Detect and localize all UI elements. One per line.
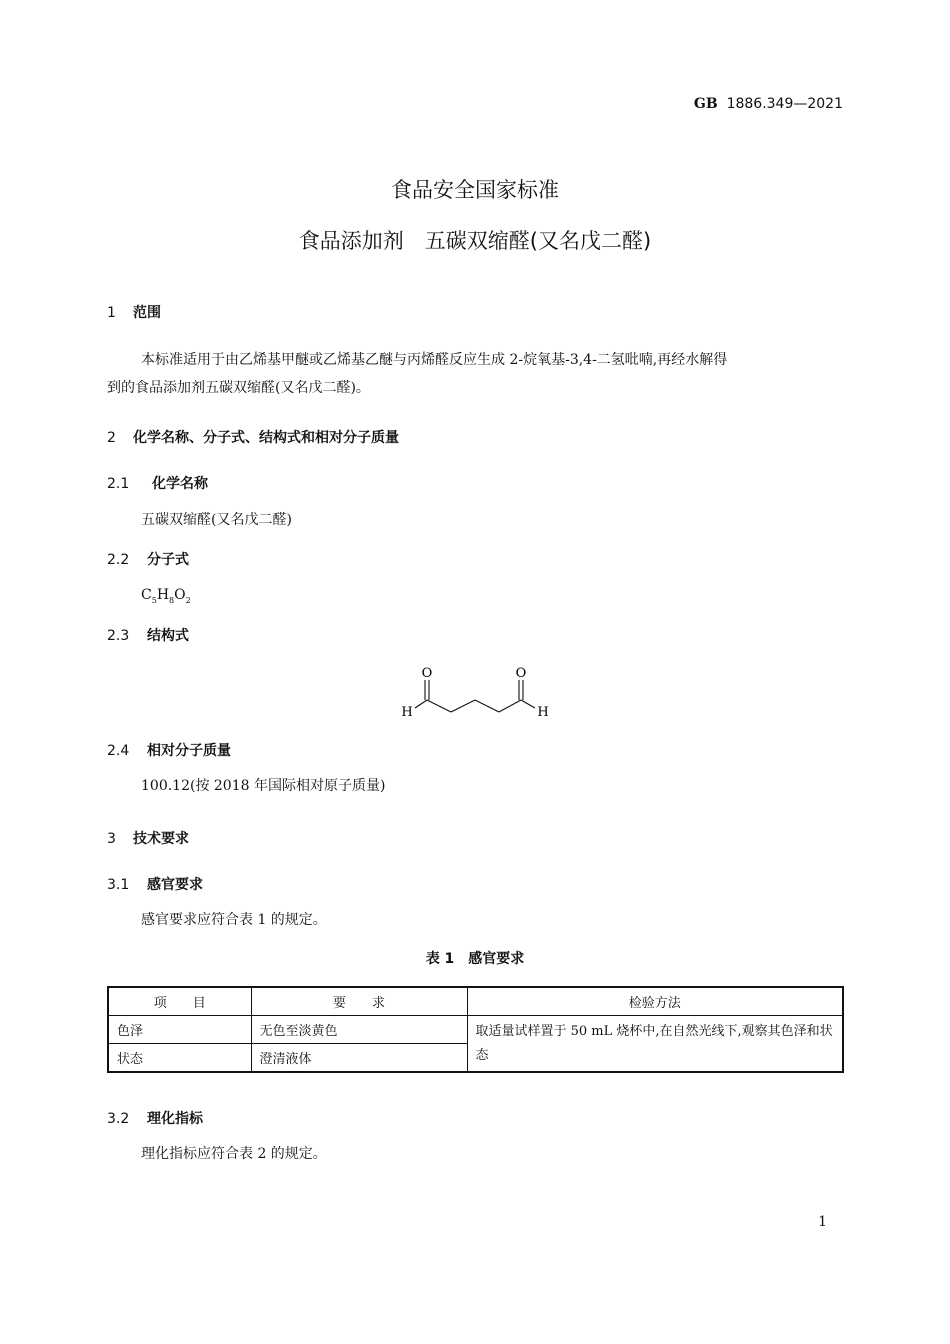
section-title: 技术要求: [133, 831, 189, 847]
document-title: 食品安全国家标准: [391, 178, 559, 202]
header-item: 项 目: [108, 987, 251, 1016]
cell-item: 色泽: [108, 1016, 251, 1044]
section-number: 3.1: [107, 877, 130, 893]
section-2-heading: [107, 427, 399, 447]
molecular-mass: 100.12(按 2018 年国际相对原子质量): [141, 778, 386, 794]
section-title: 结构式: [147, 628, 189, 644]
header-method: 检验方法: [467, 987, 843, 1016]
section-2-1-heading: [107, 473, 208, 493]
section-1-heading: [107, 302, 161, 322]
structural-formula: [395, 660, 565, 722]
table-row: [108, 1016, 843, 1044]
standard-number: 1886.349—2021: [726, 96, 843, 112]
section-title: 分子式: [147, 552, 189, 568]
section-number: 1: [107, 305, 116, 321]
section-number: 2: [107, 430, 116, 446]
section-2-2-heading: [107, 549, 189, 569]
table-1-caption: 表 1 感官要求: [425, 951, 525, 967]
physchem-text: 理化指标应符合表 2 的规定。: [141, 1146, 327, 1162]
molecular-formula: $C_5H_8O_2$: [141, 587, 191, 605]
section-number: 3: [107, 831, 116, 847]
paragraph-scope-line2: 到的食品添加剂五碳双缩醛(又名戊二醛)。: [107, 380, 370, 396]
cell-method: 取适量试样置于 50 mL 烧杯中,在自然光线下,观察其色泽和状态: [467, 1016, 843, 1073]
section-title: 化学名称: [152, 476, 208, 492]
section-number: 2.4: [107, 743, 130, 759]
section-3-heading: [107, 828, 189, 848]
standard-code: [694, 96, 843, 112]
cell-item: 状态: [108, 1044, 251, 1073]
chemical-name: 五碳双缩醛(又名戊二醛): [141, 512, 292, 528]
section-title: 理化指标: [147, 1111, 203, 1127]
oxygen-left: O: [421, 666, 433, 681]
oxygen-right: O: [515, 666, 527, 681]
section-title: 相对分子质量: [147, 743, 231, 759]
section-number: 3.2: [107, 1111, 130, 1127]
paragraph-scope-line1: 本标准适用于由乙烯基甲醚或乙烯基乙醚与丙烯醛反应生成 2-烷氧基-3,4-二氢吡喃,再经水解得: [141, 352, 728, 368]
section-title: 化学名称、分子式、结构式和相对分子质量: [133, 430, 399, 446]
cell-requirement: 无色至淡黄色: [251, 1016, 467, 1044]
hydrogen-left: H: [401, 705, 413, 720]
sensory-requirements-table: [107, 986, 844, 1073]
section-number: 2.3: [107, 628, 130, 644]
section-3-2-heading: [107, 1108, 203, 1128]
document-subtitle: 食品添加剂 五碳双缩醛(又名戊二醛): [298, 229, 652, 253]
section-2-4-heading: [107, 740, 231, 760]
header-requirement: 要 求: [251, 987, 467, 1016]
standard-prefix: GB: [693, 96, 718, 112]
page-number: 1: [818, 1214, 827, 1230]
section-number: 2.1: [107, 476, 130, 492]
hydrogen-right: H: [537, 705, 549, 720]
sensory-text: 感官要求应符合表 1 的规定。: [141, 912, 327, 928]
section-3-1-heading: [107, 874, 203, 894]
table-header-row: [108, 987, 843, 1016]
section-number: 2.2: [107, 552, 130, 568]
section-title: 感官要求: [147, 877, 203, 893]
section-2-3-heading: [107, 625, 189, 645]
section-title: 范围: [133, 305, 161, 321]
cell-requirement: 澄清液体: [251, 1044, 467, 1073]
